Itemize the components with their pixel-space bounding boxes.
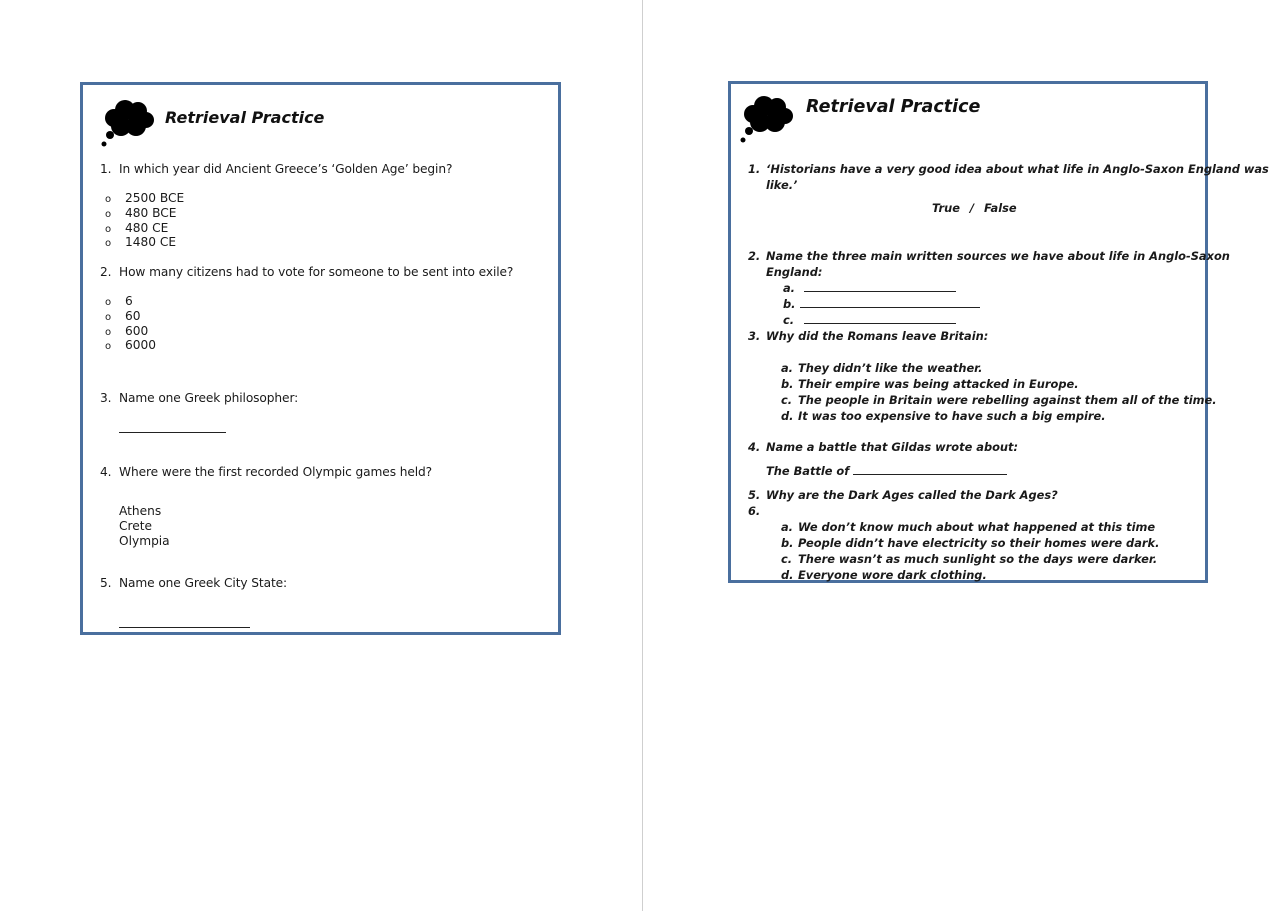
circle-bullet-icon: o <box>105 208 112 220</box>
worksheet-title: Retrieval Practice <box>806 97 981 117</box>
option[interactable] <box>105 206 184 221</box>
option-text: They didn’t like the weather. <box>798 361 983 375</box>
option-text: 480 CE <box>125 220 169 235</box>
question-text: Name one Greek City State: <box>119 576 288 590</box>
thought-cloud-icon <box>739 95 795 145</box>
circle-bullet-icon: o <box>105 326 112 338</box>
option-text: 600 <box>125 323 149 338</box>
q2-source-lines <box>783 280 980 328</box>
option-text: We don’t know much about what happened at this time <box>798 520 1156 534</box>
q3-options <box>781 360 1217 424</box>
question-1 <box>100 162 452 176</box>
option-text: 6 <box>125 294 133 308</box>
question-number: 4. <box>100 465 112 479</box>
question-text: England: <box>766 265 823 279</box>
question-number: 2. <box>100 265 112 279</box>
option[interactable] <box>105 191 184 206</box>
item-letter: d. <box>781 409 794 423</box>
option[interactable] <box>781 376 1217 392</box>
worksheet-title: Retrieval Practice <box>165 108 325 127</box>
option-text: 60 <box>125 308 141 323</box>
question-number: 3. <box>748 329 761 343</box>
option[interactable] <box>105 221 184 236</box>
option[interactable] <box>105 309 156 324</box>
question-4 <box>100 465 432 479</box>
page-divider <box>642 0 643 911</box>
option-text: It was too expensive to have such a big empire. <box>798 409 1106 423</box>
question-number: 6. <box>748 504 761 518</box>
question-text: like.’ <box>766 178 798 192</box>
answer-line[interactable] <box>804 314 956 324</box>
option[interactable] <box>781 408 1217 424</box>
true-false-choice[interactable]: True / False <box>932 201 1017 215</box>
option-text: People didn’t have electricity so their homes were dark. <box>798 536 1160 550</box>
option[interactable] <box>781 392 1217 408</box>
circle-bullet-icon: o <box>105 297 112 308</box>
question-number: 1. <box>100 162 112 176</box>
option-text: 2500 BCE <box>125 191 185 205</box>
question-2 <box>100 265 513 279</box>
circle-bullet-icon: o <box>105 341 112 353</box>
answer-prompt: The Battle of <box>766 464 850 478</box>
answer-line[interactable] <box>800 298 980 308</box>
worksheet-anglo-saxon <box>728 81 1269 583</box>
circle-bullet-icon: o <box>105 238 112 250</box>
thought-cloud-icon <box>100 99 156 149</box>
item-letter: c. <box>781 393 793 407</box>
q2-options <box>105 294 156 353</box>
question-3 <box>100 391 298 405</box>
answer-item <box>783 296 980 312</box>
option[interactable] <box>781 360 1217 376</box>
question-number: 1. <box>748 162 761 176</box>
q4-options <box>119 504 170 548</box>
question-number: 3. <box>100 391 112 405</box>
question-number: 5. <box>748 488 761 502</box>
item-letter: b. <box>781 377 794 391</box>
option[interactable] <box>781 535 1159 551</box>
circle-bullet-icon: o <box>105 311 112 323</box>
option-text: The people in Britain were rebelling against them all of the time. <box>798 393 1217 407</box>
option-text: Their empire was being attacked in Europe. <box>798 377 1079 391</box>
question-text: ‘Historians have a very good idea about what life in Anglo-Saxon England was <box>766 162 1269 176</box>
question-text: Name a battle that Gildas wrote about: <box>766 440 1019 454</box>
option[interactable] <box>781 551 1159 567</box>
question-text: Name the three main written sources we have about life in Anglo-Saxon <box>766 249 1230 263</box>
answer-line[interactable] <box>853 465 1007 475</box>
answer-item <box>783 280 980 296</box>
item-letter: a. <box>783 281 796 295</box>
question-text: Why are the Dark Ages called the Dark Ages? <box>766 488 1058 502</box>
option[interactable] <box>105 294 156 309</box>
option[interactable]: Athens <box>119 504 162 518</box>
question-text: Why did the Romans leave Britain: <box>766 329 989 343</box>
option-text: Everyone wore dark clothing. <box>798 568 987 582</box>
battle-answer <box>766 463 1007 479</box>
answer-line[interactable] <box>119 627 250 628</box>
question-text: Name one Greek philosopher: <box>119 391 299 405</box>
option[interactable]: Olympia <box>119 533 170 548</box>
option-text: There wasn’t as much sunlight so the days were darker. <box>798 552 1158 566</box>
option-text: 480 BCE <box>125 205 177 220</box>
answer-item <box>783 312 980 328</box>
answer-line[interactable] <box>804 282 956 292</box>
option[interactable] <box>105 235 184 250</box>
question-number: 4. <box>748 440 761 454</box>
circle-bullet-icon: o <box>105 194 112 205</box>
question-text: Where were the first recorded Olympic games held? <box>119 465 433 479</box>
option-text: 1480 CE <box>125 235 177 250</box>
option-text: 6000 <box>125 338 157 353</box>
question-number: 5. <box>100 576 112 590</box>
question-number: 2. <box>748 249 761 263</box>
option[interactable] <box>781 567 1159 583</box>
item-letter: d. <box>781 568 794 582</box>
answer-line[interactable] <box>119 432 226 433</box>
q1-options <box>105 191 184 250</box>
question-text: In which year did Ancient Greece’s ‘Golden Age’ begin? <box>119 162 453 176</box>
item-letter: c. <box>783 313 795 327</box>
question-text: How many citizens had to vote for someone to be sent into exile? <box>119 265 514 279</box>
question-5 <box>100 576 287 590</box>
option[interactable] <box>105 338 156 353</box>
item-letter: c. <box>781 552 793 566</box>
circle-bullet-icon: o <box>105 223 112 235</box>
option[interactable] <box>105 324 156 339</box>
item-letter: a. <box>781 520 794 534</box>
worksheet-greece <box>80 82 561 635</box>
option[interactable] <box>781 519 1159 535</box>
item-letter: b. <box>783 297 796 311</box>
item-letter: b. <box>781 536 794 550</box>
option[interactable]: Crete <box>119 518 153 533</box>
q6-options <box>781 519 1159 583</box>
item-letter: a. <box>781 361 794 375</box>
